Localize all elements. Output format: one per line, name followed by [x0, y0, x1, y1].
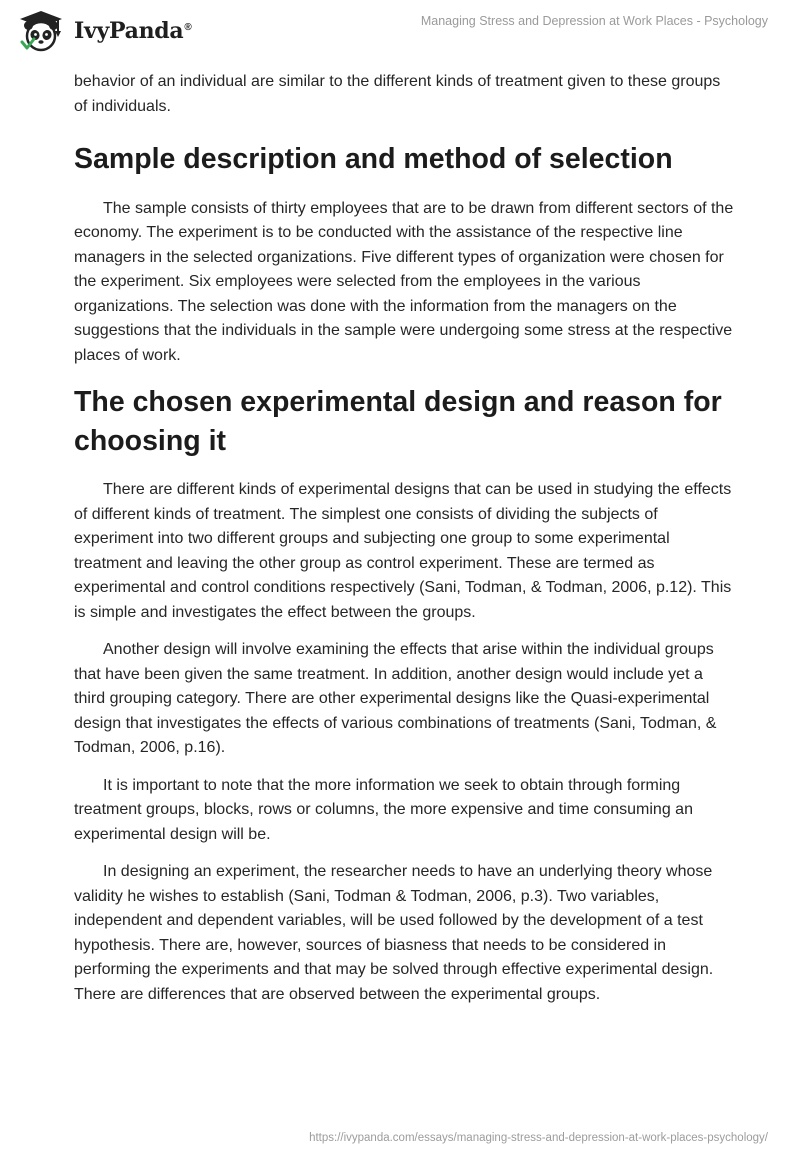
paragraph: The sample consists of thirty employees that are to be drawn from different sectors of the economy. The experiment is to be conducted with the assistance of the respective line managers in the selected organizations. Five different types of organization were chosen for the experiment. Six employees were selected from the employees in the various organizations. The selection was done with the information from the managers on the suggestions that the individuals in the sample were undergoing some stress at the respective places of work. [74, 199, 734, 364]
page-title: Managing Stress and Depression at Work Places - Psychology [420, 14, 768, 28]
section-heading-design: The chosen experimental design and reason for choosing it [74, 386, 722, 457]
article-body [74, 70, 734, 1020]
paragraph: There are different kinds of experimental designs that can be used in studying the effects of different kinds of treatment. The simplest one consists of dividing the subjects of experiment into two different groups and subjecting one group to some experimental treatment and leaving the other group as control experiment. These are termed as experimental and control conditions respectively (Sani, Todman, & Todman, 2006, p.12). This is simple and investigates the effect between the groups. [74, 481, 732, 621]
section-heading-sample: Sample description and method of selection [74, 143, 673, 175]
page-header [0, 0, 800, 60]
paragraph: It is important to note that the more information we seek to obtain through forming treatment groups, blocks, rows or columns, the more expensive and time consuming an experimental design will be. [74, 776, 693, 843]
ivypanda-logo[interactable] [14, 8, 191, 54]
paragraph: Another design will involve examining the effects that arise within the individual groups that have been given the same treatment. In addition, another design would include yet a third grouping category. There are other experimental designs like the Quasi-experimental design that investigates the effects of various combinations of treatments (Sani, Todman, & Todman, 2006, p.16). [74, 641, 717, 756]
brand-name: IvyPanda® [74, 18, 192, 44]
paragraph: In designing an experiment, the researcher needs to have an underlying theory whose validity he wishes to establish (Sani, Todman & Todman, 2006, p.3). Two variables, independent and dependent variables, will be used followed by the development of a test hypothesis. There are, however, sources of biasness that needs to be considered in performing the experiments and that may be solved through effective experimental design. There are differences that are observed between the experimental groups. [74, 863, 714, 1003]
intro-paragraph: behavior of an individual are similar to the different kinds of treatment given to these groups of individuals. [74, 73, 721, 115]
panda-graduate-logo-icon [14, 9, 68, 53]
source-url-link[interactable]: https://ivypanda.com/essays/managing-stress-and-depression-at-work-places-psychology/ [309, 1132, 768, 1144]
